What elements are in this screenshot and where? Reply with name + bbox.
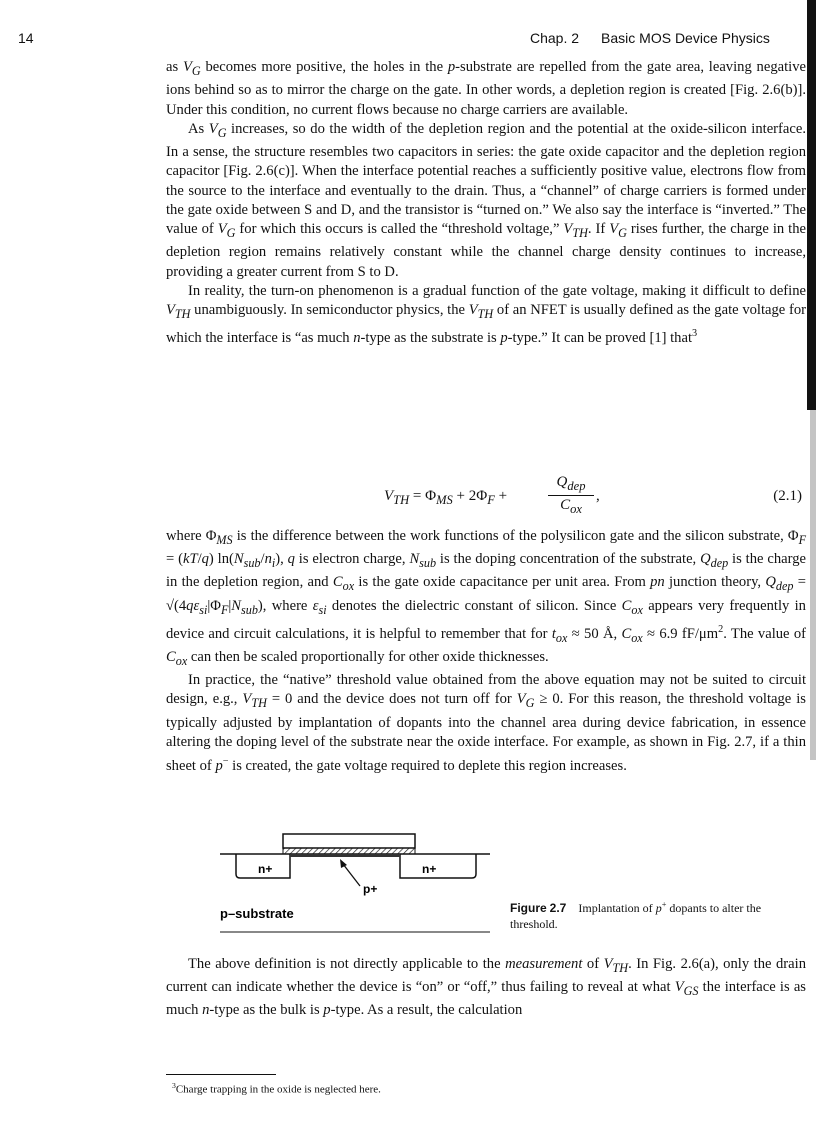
paragraph-4: where $\Phi_{MS}$ is the difference between the work functions of the polysilicon gate and the silicon substrate, $\Phi_F = (kT/q)$ $\ln(N_{sub}/n_i)$, q is electron charge, $N_{sub}$ is the doping concentration of the substrate, $Q_{dep}$ is the charge in the depletion region, and $C_{ox}$ is the gate oxide capacitance per unit area. From pn junction theory, $Q_{dep} = √(4q\varepsilon_{si}|\Phi_F|N_{sub})$, where $\varepsilon_{si}$ denotes the dielectric constant of silicon. Since $C_{ox}$ appears very frequently in device and circuit calculations, it is helpful to remember that for $t_{ox} \approx 50$ Å, $C_{ox} \approx 6.9$ $fF/\mu m^2$. The value of $C_{ox}$ can then be scaled proportionally for other oxide thicknesses. xyxy=(166,528,807,668)
paragraph-1: as $V_G$ becomes more positive, the holes in the p-substrate are repelled from the gate area, leaving negative ions behind so as to mirror the charge on the gate. In other words, a depletion region is created [Fig. 2.6(b)]. Under this condition, no current flows because no charge carriers are available. xyxy=(166,59,806,118)
running-header xyxy=(530,30,770,46)
chapter-label: Chap. 2 xyxy=(530,30,580,46)
caption-number: 2.7 xyxy=(549,901,567,915)
body-text-middle xyxy=(166,527,806,776)
drain-label: n+ xyxy=(422,862,437,876)
equation-lhs: $V_{TH} = \Phi_{MS} + 2\Phi_F$ + xyxy=(384,488,508,507)
page-number: 14 xyxy=(18,30,34,46)
equation-number: (2.1) xyxy=(773,488,802,504)
paragraph-2: As $V_G$ increases, so do the width of the depletion region and the potential at the oxide-silicon interface. In a sense, the structure resembles two capacitors in series: the gate oxide capacitor and the depletion region capacitor [Fig. 2.6(c)]. When the interface potential reaches a sufficiently positive value, electrons flow from the source to the interface and eventually to the drain. Thus, a “channel” of charge carriers is formed under the gate oxide between S and D, and the transistor is “turned on.” We also say the interface is “inverted.” The value of $V_G$ for which this occurs is called the “threshold voltage,” $V_{TH}$. If $V_G$ rises further, the charge in the depletion region remains relatively constant while the channel charge density continues to increase, providing a greater current from S to D. xyxy=(166,120,806,280)
source-label: n+ xyxy=(258,862,273,876)
paragraph-3: In reality, the turn-on phenomenon is a gradual function of the gate voltage, making it difficult to define $V_{TH}$ unambiguously. In semiconductor physics, the $V_{TH}$ of an NFET is usually defined as the gate voltage for which the interface is “as much n-type as the substrate is p-type.” It can be proved [1] that$^3$ xyxy=(166,282,806,347)
body-text-lower xyxy=(166,955,806,1021)
equation-fraction xyxy=(548,474,594,517)
caption-label: Figure xyxy=(510,901,547,915)
body-text-upper xyxy=(166,58,806,349)
gate-poly xyxy=(283,834,415,848)
implant-label: p+ xyxy=(363,882,378,896)
figure-caption xyxy=(510,897,770,932)
footnote: $^3$Charge trapping in the oxide is neglected here. xyxy=(172,1081,381,1096)
implant-arrow xyxy=(343,864,360,886)
equation-numerator: $Q_{dep}$ xyxy=(548,474,594,496)
paragraph-5: In practice, the “native” threshold value obtained from the above equation may not be suited to circuit design, e.g., $V_{TH} = 0$ and the device does not turn off for $V_G \ge 0$. For this reason, the threshold voltage is typically adjusted by implantation of dopants into the channel area during device fabrication, in essence altering the doping level of the substrate near the oxide interface. For example, as shown in Fig. 2.7, if a thin sheet of p− is created, the gate voltage required to deplete this region increases. xyxy=(166,672,806,775)
substrate-label: p–substrate xyxy=(220,906,294,921)
gate-oxide xyxy=(283,848,415,854)
footnote-rule xyxy=(166,1074,276,1075)
caption-text: Implantation of p+ dopants to alter the threshold. xyxy=(510,900,762,931)
figure-2-7-diagram xyxy=(210,826,500,936)
drain-region xyxy=(400,854,476,878)
page-edge-shadow xyxy=(807,0,816,410)
page-edge-shadow-lower xyxy=(810,410,816,760)
equation-2-1: $V_{TH} = \Phi_{MS} + 2\Phi_F$ + $Q_{dep}$ $C_{ox}$ , (2.1) xyxy=(384,474,802,516)
paragraph-6: The above definition is not directly applicable to the measurement of $V_{TH}$. In Fig. 2.6(a), only the drain current can indicate whether the device is “on” or “off,” thus failing to reveal at what $V_{GS}$ the interface is as much n-type as the bulk is p-type. As a result, the calculation xyxy=(166,956,806,1019)
chapter-title: Basic MOS Device Physics xyxy=(601,30,770,46)
implant-layer xyxy=(290,854,400,857)
equation-denominator: $C_{ox}$ xyxy=(560,497,582,516)
